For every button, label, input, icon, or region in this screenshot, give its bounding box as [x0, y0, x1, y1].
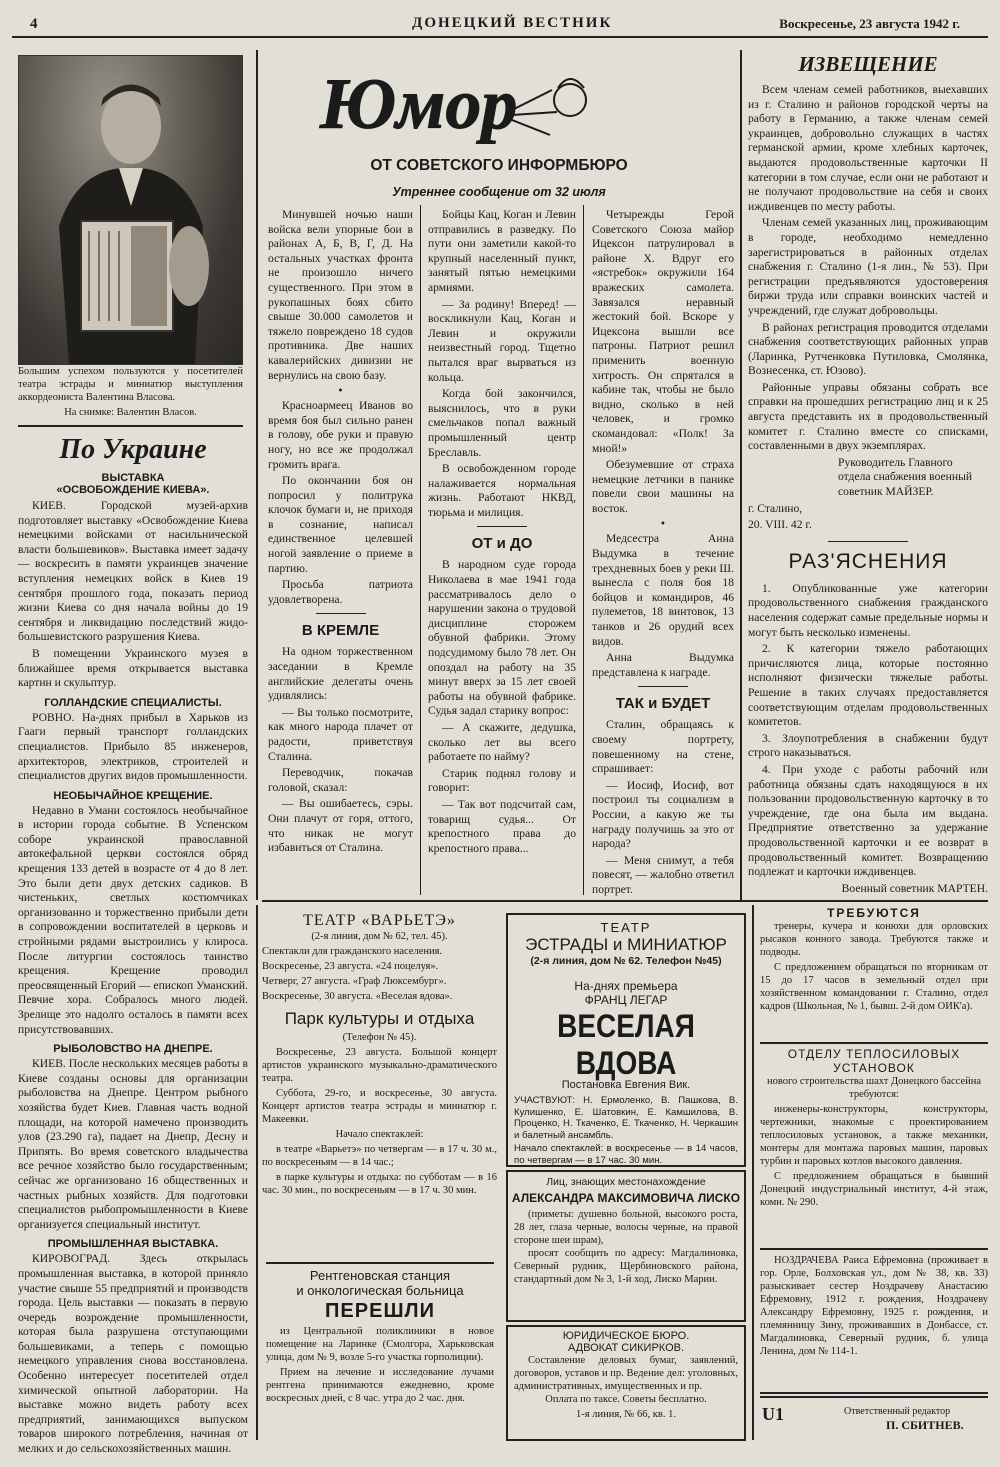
- explain-title: РАЗ'ЯСНЕНИЯ: [788, 549, 948, 573]
- section-rule: [760, 1392, 988, 1394]
- kremlin-text: — Вы только посмотрите, как много народа плачет от радости, приветствуя Сталина.: [268, 705, 413, 763]
- kremlin-text: На одном торжественном заседании в Кремле английские делегаты очень удивлялись:: [268, 645, 413, 703]
- variety-address: (2-я линия, дом № 62, тел. 45).: [311, 931, 448, 942]
- editor-name: П. СБИТНЕВ.: [886, 1418, 964, 1432]
- search-text: НОЗДРАЧЕВА Раиса Ефремовна (проживает в гор. Орле, Болховская ул., дом № 38, кв. 33) разыскивает сестер Ноздрачеву Анастасию Ефремовну, 1912 г. рождения, Ноздрачеву Александру Ефремовну, 1925 г. рождения, и племянницу Зину, проживавших в Донбассе, ст. Магдалиновка, Северный рудник, б. улица Ленина, дом № 114-1.: [760, 1255, 988, 1357]
- park-text: в театре «Варьетэ» по четвергам — в 17 ч. 30 м., по воскресеньям — в 14 час.;: [262, 1144, 497, 1168]
- masthead: [12, 10, 988, 38]
- otido-text: В народном суде города Николаева в мае 1941 года рассматривалось дело о нарушении закона о трудовой дисциплине сторожем обувной фабрики. Этому подсудимому было 78 лет. Он опоздал на работу на 35 минут вверх за 15 лет своей работы на обувной фабрике. Судья задал старику вопрос:: [428, 558, 576, 718]
- humor-text: Просьба патриота удовлетворена.: [268, 578, 413, 606]
- estrada-times: Начало спектаклей: в воскресенье — в 14 часов, по четвергам — в 17 час. 30 мин.: [514, 1143, 738, 1166]
- humor-text: Минувшей ночью наши войска вели упорные бои в районах А, Б, В, Г, Д. На остальных участках фронта не произошло ничего существенного. При этом в рукопашных боях сбито свыше 30.000 самолетов и тяжело повреждено 18 судов противника. Две наших кавалерийских дивизии не вернулись на свою базу.: [268, 208, 413, 382]
- missing-name: АЛЕКСАНДРА МАКСИМОВИЧА ЛИСКО: [511, 1191, 741, 1205]
- column-rule: [583, 205, 584, 895]
- search-notice: [760, 1254, 988, 1384]
- thermal-title-2: УСТАНОВОК: [833, 1061, 915, 1075]
- xray-ad: [266, 1268, 494, 1438]
- right-column: [748, 50, 988, 900]
- kremlin-title: В КРЕМЛЕ: [301, 622, 380, 640]
- exhibit-heading: ВЫСТАВКА: [101, 472, 165, 484]
- humor-logo-art: [312, 60, 602, 152]
- estrada-composer: ФРАНЦ ЛЕГАР: [584, 993, 668, 1007]
- park-start: Начало спектаклей:: [335, 1129, 424, 1140]
- notice-text: Районные управы обязаны собрать все справки на прошедших регистрацию лиц и к 25 августа представить их в продовольственный комитет г. Сталино вместе со списками, составленными в двух экземплярах.: [748, 380, 988, 453]
- required-title: ТРЕБУЮТСЯ: [827, 906, 921, 920]
- humor-logo-text: Юмор: [320, 64, 518, 144]
- xray-title-1: Рентгеновская станция: [309, 1268, 451, 1283]
- separator-line: [638, 686, 688, 687]
- humor-subtitle: Утреннее сообщение от 32 июля: [392, 185, 606, 199]
- accordionist-illustration: [19, 56, 242, 364]
- humor-text: Четырежды Герой Советского Союза майор Ицексон патрулировал в районе Х. Вдруг его «ястребок» окружили 164 вражеских самолета. Завязался неравный жестокий бой. Вскоре у Ицексона вышли все патроны. Патриот решил применить военную хитрость. Он спрятался в кабине так, чтобы не было видно, сколько в ней человек, и громко скомандовал: «Полк! За мной!»: [592, 208, 734, 455]
- xray-title-3: ПЕРЕШЛИ: [325, 1300, 435, 1322]
- estrada-label: ТЕАТР: [600, 920, 652, 935]
- estrada-show-title: ВЕСЕЛАЯ ВДОВА: [557, 1008, 695, 1081]
- accordionist-photo: [18, 55, 243, 365]
- lawyer-name: АДВОКАТ СИКИРКОВ.: [567, 1342, 685, 1354]
- section-rule: [760, 1248, 988, 1250]
- footer-code: U1: [762, 1404, 784, 1424]
- exhibit-subheading: «ОСВОБОЖДЕНИЕ КИЕВА».: [56, 484, 210, 496]
- industry-text: КИРОВОГРАД. Здесь открылась промышленная выставка, в которой приняло участие свыше 55 предприятий и производств города. Цель выставки — показать в первую очередь возрождение промышленности, которая была разрушена отступающими большевиками, а теперь с помощью немецкого управления снова восстановлена. Особенно интересует посетителей отдел химической опытной лаборатории. На выставке можно видеть работу всех предприятий, занимающихся выпуском товаров широкого потребления, начиная от мелких и до сельскохозяйственных машин.: [18, 1252, 248, 1456]
- editor-label: Ответственный редактор: [844, 1406, 951, 1417]
- notice-place: г. Сталино,: [748, 501, 803, 515]
- section-rule: [266, 1262, 494, 1264]
- humor-column-3: [592, 208, 734, 898]
- otido-text: — Так вот подсчитай сам, товарищ судья... От крепостного права до крепостного права...: [428, 797, 576, 855]
- exhibit-text: КИЕВ. Городской музей-архив подготовляет выставку «Освобождение Киева немецкими войсками от насильнической власти большевиков». Выставка имеет задачу — воскресить в памяти украинцев значение вступления немецких войск в Киев 19 сентября прошлого года, показать период жизни Киева со дня начала войны до 19 сентября и ликвидацию последствий жидо-большевистского разрушения Киева.: [18, 499, 248, 644]
- page-number: 4: [30, 16, 38, 32]
- otido-text: Старик поднял голову и говорит:: [428, 766, 576, 795]
- tak-title: ТАК и БУДЕТ: [615, 695, 711, 713]
- photo-caption: [18, 365, 243, 421]
- thermal-intro: нового строительства шахт Донецкого бассейна требуются:: [766, 1076, 982, 1100]
- separator-dot: •: [660, 519, 666, 531]
- fishing-text: КИЕВ. После нескольких месяцев работы в Киеве созданы основы для организации рыболовства на Днепре. Центром рыбного хозяйства будет Киев. Главная часть водной площади, на которой намечено производить улов (23.290 га), падает на Днепр, Десну и Припять. Во время советского владычества все речное хозяйство было государственным; сейчас же организовано 16 общественных и частных рыбных хозяйств. Для подготовки специалистов рыбопромышленности в Киеве организуется специальный институт.: [18, 1057, 248, 1231]
- section-rule: [760, 1396, 988, 1398]
- notice-text: Членам семей указанных лиц, проживающим в городе, необходимо немедленно зарегистрироваться в районных отделах снабжения г. Сталино (1-я лин., № 53). При регистрации предъявляются удостоверения биржи труда или справки воинских частей и учреждений, где служат добровольцы.: [748, 216, 988, 317]
- notice-signature: Руководитель Главного отдела снабжения военный советник МАЙЗЕР.: [838, 455, 973, 499]
- fishing-heading: РЫБОЛОВСТВО НА ДНЕПРЕ.: [53, 1043, 213, 1056]
- explain-text: 3. Злоупотребления в снабжении будут строго наказываться.: [748, 731, 988, 760]
- humor-text: По окончании боя он попросил у политрука клочок бумаги и, не приходя в сознание, написал единственное целевшей ногой заявление о приеме в партию.: [268, 474, 413, 575]
- exhibit-text-2: В помещении Украинского музея в ближайшее время открывается выставка картин и скульптур.: [18, 646, 248, 690]
- estrada-theatre-ad: [506, 913, 746, 1167]
- column-rule: [752, 905, 754, 1440]
- humor-text: В освобожденном городе налаживается нормальная жизнь. Работают НКВД, тюрьма и милиция.: [428, 462, 576, 519]
- missing-description: (приметы: душевно больной, высокого роста, 28 лет, глаза черные, волосы черные, на правой стороне шеи шрам),: [514, 1209, 738, 1246]
- footer: [760, 1402, 988, 1442]
- xray-title-2: и онкологическая больница: [296, 1283, 464, 1298]
- estrada-premiere: На-днях премьера: [574, 979, 678, 993]
- humor-title: ОТ СОВЕТСКОГО ИНФОРМБЮРО: [370, 157, 628, 174]
- park-text: Воскресенье, 23 августа. Большой концерт артистов украинского музыкально-драматического театра.: [262, 1047, 497, 1084]
- dutch-text: РОВНО. На-днях прибыл в Харьков из Гааги первый транспорт голландских специалистов. Прибыло 85 инженеров, архитекторов, электриков, строителей и специалистов других видов промышленности.: [18, 710, 248, 783]
- variety-line: Спектакли для гражданского населения.: [262, 946, 443, 957]
- thermal-text: инженеры-конструкторы, конструкторы, чертежники, знакомые с проектированием теплосиловых установок, а также механики, монтеры для монтажа паровых машин, паровых турбин и паровых котлов высокого давления.: [760, 1104, 988, 1167]
- explain-text: 2. К категории тяжело работающих причисляются лица, которые постоянно исполняют физически тяжелые работы. Решение в таких случаях предоставляется соответствующим отделам продовольственных комитетов.: [748, 642, 988, 729]
- ukraine-column: [18, 430, 248, 1456]
- caption-text: Большим успехом пользуются у посетителей театра эстрады и миниатюр выступления аккордеониста Валентина Власова.: [18, 366, 243, 403]
- estrada-cast: УЧАСТВУЮТ: Н. Ермоленко, В. Пашкова, В. Кулишенко, Е. Шатовкин, Е. Камшилова, В. Проценко, Н. Ткаченко, Е. Ткаченко, Н. Черкашин и балетный ансамбль.: [514, 1095, 738, 1141]
- park-text: Суббота, 29-го, и воскресенье, 30 августа. Концерт артистов театра эстрады и миниатюр г. Макеевки.: [262, 1088, 497, 1125]
- notice-text: В районах регистрация проводится отделами снабжения соответствующих районных управ (Ларинка, Рутченковка Путиловка, Смолянка, Вознесенка, ст. Юзово).: [748, 320, 988, 378]
- explain-text: 4. При уходе с работы рабочий или работница обязаны сдать находящуюся в их пользовании продовольственную карточку в то учреждение, где она была им выдана. Предприятие ответственно за удержание продовольственной карточки и ее возврат в продовольственный комитет. Возвращению подлежат и карточки иждивенцев.: [748, 762, 988, 879]
- industry-heading: ПРОМЫШЛЕННАЯ ВЫСТАВКА.: [47, 1238, 219, 1251]
- variety-line: Воскресенье, 30 августа. «Веселая вдова».: [262, 991, 453, 1002]
- variety-line: Воскресенье, 23 августа. «24 поцелуя».: [262, 961, 439, 972]
- estrada-address: (2-я линия, дом № 62. Телефон №45): [530, 955, 722, 967]
- xray-text: Прием на лечение и исследование лучами рентгена принимаются ежедневно, кроме воскресных дней, с 8 час. утра до 2 час. дня.: [266, 1367, 494, 1404]
- required-ad: [760, 906, 988, 1041]
- column-rule: [256, 50, 258, 900]
- dutch-heading: ГОЛЛАНДСКИЕ СПЕЦИАЛИСТЫ.: [44, 696, 222, 709]
- variety-line: Четверг, 27 августа. «Граф Люксембург».: [262, 976, 447, 987]
- notice-date: 20. VIII. 42 г.: [748, 518, 812, 532]
- tak-text: — Меня снимут, а тебя повесят, — жалобно ответил портрет.: [592, 853, 734, 896]
- missing-contact: просят сообщить по адресу: Магдалиновка, Северный рудник, Щербиновского района, стандартный дом № 3, 1-й ход, Лиско Марии.: [514, 1248, 738, 1285]
- humor-text: Красноармеец Иванов во время боя был сильно ранен в голову, обе руки и правую ногу, но все же продолжал громить врага.: [268, 399, 413, 471]
- tak-text: Сталин, обращаясь к своему портрету, повешенному на стене, спрашивает:: [592, 718, 734, 776]
- section-rule: [18, 425, 243, 427]
- lawyer-fees: Оплата по таксе. Советы бесплатно.: [545, 1394, 707, 1405]
- required-text: С предложением обращаться по вторникам от 15 до 17 часов в земельный отдел при хозяйственном командовании г. Сталино, отдел кадров (Школьная, № 1, бывш. 2-й дом ОИК'а).: [760, 962, 988, 1012]
- park-title: Парк культуры и отдыха: [284, 1009, 475, 1028]
- humor-column-2: [428, 208, 576, 898]
- missing-intro: Лиц, знающих местонахождение: [546, 1176, 706, 1188]
- humor-column-1: [268, 208, 413, 898]
- notice-title: ИЗВЕЩЕНИЕ: [798, 52, 938, 76]
- estrada-name: ЭСТРАДЫ и МИНИАТЮР: [525, 935, 727, 954]
- baptism-heading: НЕОБЫЧАЙНОЕ КРЕЩЕНИЕ.: [53, 789, 213, 802]
- otido-title: ОТ и ДО: [471, 535, 533, 553]
- humor-text: Медсестра Анна Выдумка в течение трехдневных боев у реки Ш. вынесла с поля боя 18 бойцов и командиров, 46 пулеметов, 18 винтовок, 13 танков и 26 орудий всех видов.: [592, 532, 734, 648]
- ukraine-title: По Украине: [59, 434, 207, 465]
- explain-text: 1. Опубликованные уже категории продовольственного снабжения гражданского населения содержат самые предельные нормы и могут быть несколько изменены.: [748, 581, 988, 639]
- kremlin-text: — Вы ошибаетесь, сэры. Они плачут от горя, оттого, что никак не могут избавиться от Сталина.: [268, 797, 413, 855]
- lawyer-address: 1-я линия, № 66, кв. 1.: [576, 1409, 676, 1420]
- section-rule: [760, 1042, 988, 1044]
- section-rule: [262, 900, 988, 902]
- caption-subtext: На снимке: Валентин Власов.: [64, 407, 197, 418]
- separator-line: [477, 526, 527, 527]
- separator-dot: •: [337, 386, 344, 398]
- separator-line: [316, 613, 366, 614]
- park-phone: (Телефон № 45).: [342, 1032, 417, 1043]
- issue-date: Воскресенье, 23 августа 1942 г.: [779, 16, 960, 31]
- notice-text: Всем членам семей работников, выехавших из г. Сталино и районов городской черты на работу в Германию, а также членам семей украинцев, добровольно служащих в частях германской армии, кроме хлебных карточек, выдаются продовольственные карточки II категории в том случае, если они не работают и не получают продовольствие на себя и своих иждивенцев по месту работы.: [748, 83, 988, 213]
- xray-text: из Центральной поликлиники в новое помещение на Ларинке (Смолгора, Харьковская улица, дом № 9, возле 5-го участка горполиции).: [266, 1326, 494, 1363]
- separator-line: [828, 541, 908, 542]
- humor-text: Бойцы Кац, Коган и Левин отправились в разведку. По пути они заметили какой-то крупный населенный пункт, занятый пятью немецкими армиями.: [428, 208, 576, 294]
- variety-theatre-ad: [262, 912, 497, 1262]
- lawyer-services: Составление деловых бумаг, заявлений, договоров, уставов и пр. Ведение дел: уголовных, административных, имущественных и пр.: [514, 1355, 738, 1392]
- variety-title: ТЕАТР «ВАРЬЕТЭ»: [303, 912, 456, 929]
- humor-text: Обезумевшие от страха немецкие летчики в панике повели свои машины на восток.: [592, 458, 734, 515]
- humor-text: Когда бой закончился, выяснилось, что в руки смельчаков попал важный промышленный центр Бреславль.: [428, 387, 576, 459]
- baptism-text: Недавно в Умани состоялось необычайное в истории города событие. В Успенском соборе украинской православной автокефальной церкви состоялся обряд крещения 133 детей в возрасте от 4 до 8 лет. Это были дети двух детских садиков. В чистеньких, светлых костюмчиках организованно и торжественно прибыли дети в сопровождении воспитателей в церковь и стройными рядами выстроились у клироса. После литургии состоялось таинство крещения. Крещение проводил преосвященный Егорий — епископ Уманский. Певчие хора. Собралось много людей. Зрелище это надолго осталось в памяти всех присутствовавших.: [18, 803, 248, 1036]
- thermal-dept-ad: [760, 1047, 988, 1247]
- humor-logo: [312, 60, 602, 152]
- estrada-director: Постановка Евгения Вик.: [561, 1079, 691, 1091]
- otido-text: — А скажите, дедушка, сколько лет вы всего работаете по найму?: [428, 721, 576, 764]
- thermal-text: С предложением обращаться в бывший Донецкий индустриальный институт, 4-й этаж, комн. № 290.: [760, 1171, 988, 1208]
- park-text: в парке культуры и отдыха: по субботам — в 16 час. 30 мин., по воскресеньям — в 17 ч. 30 мин.: [262, 1172, 497, 1196]
- tak-text: — Иосиф, Иосиф, вот построил ты социализм в России, а какую же ты награду получишь за это от народа?: [592, 778, 734, 851]
- thermal-title-1: ОТДЕЛУ ТЕПЛОСИЛОВЫХ: [787, 1047, 961, 1061]
- required-text: тренеры, кучера и конюхи для орловских рысаков конного завода. Требуются также и подводы.: [760, 921, 988, 958]
- humor-text: Анна Выдумка представлена к награде.: [592, 651, 734, 679]
- lawyer-ad: [506, 1325, 746, 1441]
- column-rule: [256, 905, 258, 1440]
- explain-signature: Военный советник МАРТЕН.: [841, 881, 988, 895]
- lawyer-title: ЮРИДИЧЕСКОЕ БЮРО.: [562, 1330, 690, 1342]
- column-rule: [420, 205, 421, 895]
- missing-person-ad: [506, 1170, 746, 1322]
- column-rule: [740, 50, 742, 900]
- kremlin-text: Переводчик, покачав головой, сказал:: [268, 766, 413, 794]
- humor-text: — За родину! Вперед! — воскликнули Кац, Коган и Левин и окружили неизвестный город. Тщетно пытался враг вырваться из кольца.: [428, 297, 576, 384]
- newspaper-title: ДОНЕЦКИЙ ВЕСТНИК: [412, 15, 613, 31]
